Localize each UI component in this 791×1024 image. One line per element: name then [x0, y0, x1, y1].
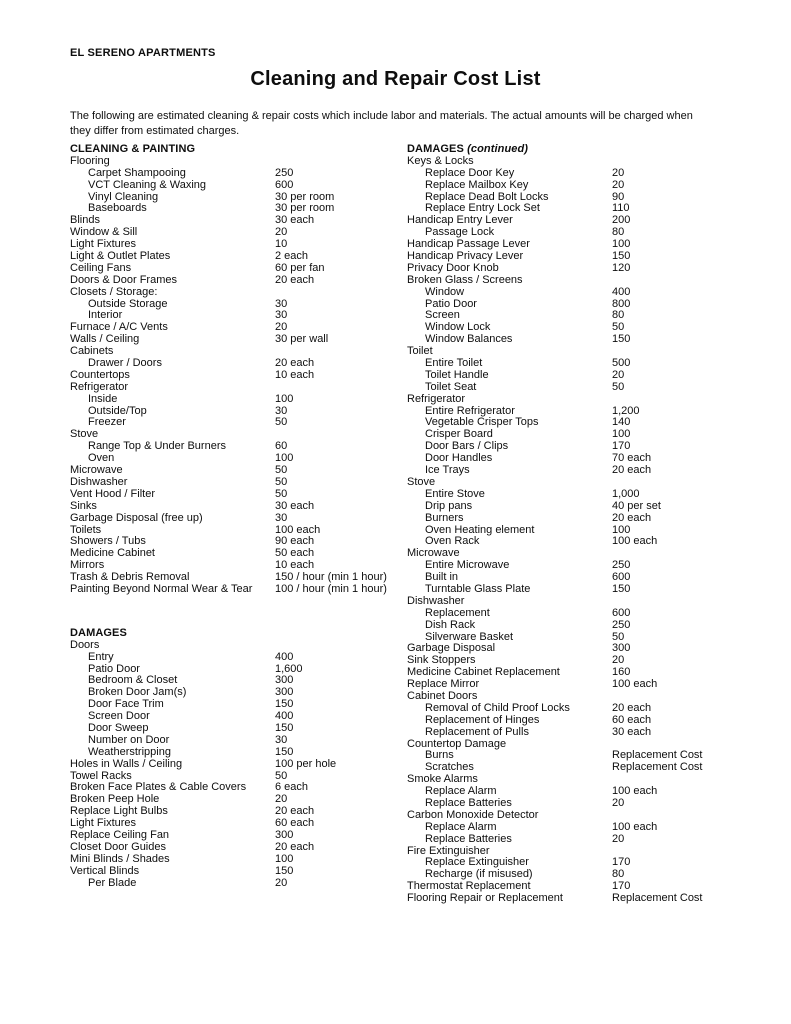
item-label: Flooring — [70, 154, 110, 167]
item-price: 100 / hour (min 1 hour) — [275, 582, 387, 595]
item-label: Outside Storage — [88, 297, 168, 310]
item-label: Toilet — [407, 345, 433, 358]
item-label: Toilets — [70, 523, 102, 536]
item-label: Entry — [88, 650, 114, 663]
cost-row — [407, 608, 741, 620]
cost-row — [70, 548, 401, 560]
cost-row — [70, 394, 401, 406]
cost-row — [70, 180, 401, 192]
item-label: Screen Door — [88, 710, 150, 723]
item-price: 60 each — [612, 713, 652, 726]
item-label: Entire Microwave — [425, 559, 510, 572]
item-label: Replace Batteries — [425, 796, 512, 809]
cost-row — [407, 822, 741, 834]
cost-row — [70, 878, 401, 890]
item-label: Medicine Cabinet Replacement — [407, 666, 560, 679]
cost-row — [70, 263, 401, 275]
item-price: 300 — [275, 674, 294, 687]
section-title-text: DAMAGES — [70, 626, 127, 639]
item-label: Window & Sill — [70, 226, 138, 239]
item-label: Countertops — [70, 368, 130, 381]
item-label: Furnace / A/C Vents — [70, 321, 168, 334]
item-label: Replace Light Bulbs — [70, 805, 168, 818]
cost-row — [70, 501, 401, 513]
item-price: 100 — [275, 852, 294, 865]
item-label: Window — [425, 285, 465, 298]
cost-row — [70, 842, 401, 854]
right-column — [407, 144, 741, 905]
section-title-suffix: (continued) — [463, 143, 529, 155]
cost-row — [70, 513, 401, 525]
item-label: Cabinets — [70, 345, 114, 358]
item-label: Refrigerator — [407, 392, 466, 405]
cost-row — [70, 275, 401, 287]
cost-row — [407, 180, 741, 192]
item-price: 20 — [612, 368, 625, 381]
cost-row — [407, 810, 741, 822]
item-price: 250 — [612, 618, 631, 631]
cost-row — [70, 441, 401, 453]
item-label: Patio Door — [88, 662, 140, 675]
item-price: 50 — [275, 416, 288, 429]
item-price: 140 — [612, 416, 631, 429]
item-price: 400 — [612, 285, 631, 298]
section-cleaning-painting — [70, 144, 401, 596]
item-price: 50 — [275, 475, 288, 488]
item-label: Toilet Seat — [425, 380, 477, 393]
item-price: 20 — [275, 321, 288, 334]
item-price: 30 — [275, 309, 288, 322]
item-price: 150 — [612, 333, 631, 346]
item-price: 30 each — [275, 214, 315, 227]
cost-row — [70, 287, 401, 299]
item-label: Burns — [425, 749, 454, 762]
item-label: Door Face Trim — [88, 698, 164, 711]
item-price: Replacement Cost — [612, 892, 703, 905]
item-label: Doors & Door Frames — [70, 273, 177, 286]
item-label: Handicap Entry Lever — [407, 214, 513, 227]
item-label: Built in — [425, 571, 459, 584]
item-price: 20 — [612, 654, 625, 667]
item-label: Replace Entry Lock Set — [425, 202, 540, 215]
item-price: 1,600 — [275, 662, 303, 675]
item-price: 170 — [612, 440, 631, 453]
intro-line: they differ from estimated charges. — [70, 124, 240, 137]
cost-row — [407, 382, 741, 394]
item-label: Medicine Cabinet — [70, 547, 155, 560]
cost-row — [70, 382, 401, 394]
item-label: Replace Ceiling Fan — [70, 828, 170, 841]
item-price: 70 each — [612, 452, 652, 465]
cost-row — [70, 203, 401, 215]
item-price: 30 — [275, 404, 288, 417]
item-price: 20 — [275, 226, 288, 239]
item-label: Mirrors — [70, 559, 105, 572]
item-price: 60 — [275, 440, 288, 453]
section-damages — [70, 628, 401, 890]
item-label: Fire Extinguisher — [407, 844, 490, 857]
item-price: 20 — [612, 796, 625, 809]
item-label: Replace Mirror — [407, 678, 480, 691]
item-label: Oven — [88, 452, 115, 465]
item-price: 30 per room — [275, 190, 335, 203]
item-price: 300 — [275, 686, 294, 699]
cost-row — [407, 596, 741, 608]
item-label: Interior — [88, 309, 123, 322]
item-price: 100 each — [612, 820, 658, 833]
item-label: Privacy Door Knob — [407, 261, 499, 274]
item-label: Dishwasher — [70, 475, 128, 488]
item-label: Flooring Repair or Replacement — [407, 892, 563, 905]
item-label: Sink Stoppers — [407, 654, 476, 667]
item-price: 600 — [612, 606, 631, 619]
item-label: Replace Dead Bolt Locks — [425, 190, 549, 203]
item-price: 250 — [275, 166, 294, 179]
item-price: 300 — [612, 642, 631, 655]
item-price: 100 each — [275, 523, 321, 536]
cost-row — [70, 652, 401, 664]
item-label: Broken Peep Hole — [70, 793, 160, 806]
item-price: 20 each — [612, 464, 652, 477]
item-label: Door Handles — [425, 452, 493, 465]
item-price: 80 — [612, 309, 625, 322]
cost-row — [407, 513, 741, 525]
cost-row — [70, 866, 401, 878]
item-label: Entire Stove — [425, 487, 485, 500]
item-price: 60 per fan — [275, 261, 325, 274]
item-label: Replacement — [425, 606, 490, 619]
page-title: Cleaning and Repair Cost List — [250, 68, 541, 90]
item-label: Number on Door — [88, 733, 170, 746]
item-price: 600 — [275, 178, 294, 191]
section-title-text: DAMAGES — [407, 143, 464, 155]
item-label: Garbage Disposal (free up) — [70, 511, 203, 524]
item-price: 20 each — [275, 357, 315, 370]
item-price: 150 — [612, 250, 631, 263]
section-header-damages — [70, 628, 401, 640]
item-label: Refrigerator — [70, 380, 129, 393]
cost-row — [407, 620, 741, 632]
cost-row — [407, 703, 741, 715]
item-label: Walls / Ceiling — [70, 333, 140, 346]
item-price: 1,000 — [612, 487, 640, 500]
cost-row — [70, 334, 401, 346]
item-label: Broken Door Jam(s) — [88, 686, 187, 699]
item-label: Closets / Storage: — [70, 285, 158, 298]
item-price: 400 — [275, 650, 294, 663]
item-price: 600 — [612, 571, 631, 584]
item-label: Replace Door Key — [425, 166, 515, 179]
item-price: 100 — [612, 523, 631, 536]
cost-row — [407, 168, 741, 180]
cost-row — [407, 715, 741, 727]
item-label: Entire Toilet — [425, 357, 483, 370]
item-label: Countertop Damage — [407, 737, 507, 750]
item-price: 1,200 — [612, 404, 640, 417]
item-label: Oven Heating element — [425, 523, 535, 536]
item-price: 150 — [275, 698, 294, 711]
item-label: Light & Outlet Plates — [70, 250, 171, 263]
item-label: Recharge (if misused) — [425, 868, 533, 881]
item-label: Oven Rack — [425, 535, 480, 548]
item-label: Vinyl Cleaning — [88, 190, 159, 203]
item-label: Replace Alarm — [425, 785, 497, 798]
section-damages-continued — [407, 144, 741, 905]
item-label: Painting Beyond Normal Wear & Tear — [70, 582, 253, 595]
item-price: 110 — [612, 202, 630, 215]
item-price: 30 — [275, 733, 288, 746]
item-label: Sinks — [70, 499, 97, 512]
item-price: 20 each — [275, 840, 315, 853]
item-price: 90 each — [275, 535, 315, 548]
item-label: Vegetable Crisper Tops — [425, 416, 539, 429]
cost-row — [407, 834, 741, 846]
item-label: Drawer / Doors — [88, 357, 162, 370]
item-price: 20 each — [612, 511, 652, 524]
item-label: Door Sweep — [88, 721, 149, 734]
item-label: Replacement of Hinges — [425, 713, 540, 726]
item-price: 50 — [275, 464, 288, 477]
item-price: 150 / hour (min 1 hour) — [275, 571, 387, 584]
item-price: 10 — [275, 238, 288, 251]
item-price: 20 each — [275, 805, 315, 818]
item-label: Holes in Walls / Ceiling — [70, 757, 183, 770]
item-label: Showers / Tubs — [70, 535, 146, 548]
item-price: 30 per wall — [275, 333, 329, 346]
item-label: Towel Racks — [70, 769, 132, 782]
item-price: 20 — [275, 793, 288, 806]
item-price: 150 — [275, 721, 294, 734]
item-label: Light Fixtures — [70, 238, 137, 251]
item-label: Crisper Board — [425, 428, 493, 441]
item-price: 100 — [612, 238, 631, 251]
cost-row — [70, 759, 401, 771]
item-label: Outside/Top — [88, 404, 147, 417]
item-label: Replace Mailbox Key — [425, 178, 529, 191]
section-header-cleaning-painting — [70, 144, 401, 156]
left-column — [70, 144, 401, 889]
item-price: 30 — [275, 297, 288, 310]
item-label: Window Lock — [425, 321, 491, 334]
cost-row — [70, 640, 401, 652]
item-label: Carbon Monoxide Detector — [407, 808, 539, 821]
item-price: 90 — [612, 190, 625, 203]
company-name: EL SERENO APARTMENTS — [70, 47, 216, 59]
item-label: Turntable Glass Plate — [425, 582, 531, 595]
item-label: Closet Door Guides — [70, 840, 166, 853]
item-price: 100 — [275, 452, 294, 465]
cost-row — [407, 156, 741, 168]
item-label: Light Fixtures — [70, 817, 137, 830]
cost-row — [70, 156, 401, 168]
item-price: 250 — [612, 559, 631, 572]
item-price: 800 — [612, 297, 631, 310]
item-label: Keys & Locks — [407, 154, 474, 167]
item-label: Toilet Handle — [425, 368, 489, 381]
item-label: Drip pans — [425, 499, 473, 512]
item-label: Window Balances — [425, 333, 513, 346]
item-price: 170 — [612, 880, 631, 893]
item-price: 20 each — [612, 701, 652, 714]
cost-row — [407, 489, 741, 501]
intro-paragraph — [70, 109, 730, 138]
section-title-text: CLEANING & PAINTING — [70, 143, 196, 155]
cost-row — [70, 489, 401, 501]
item-label: Ice Trays — [425, 464, 470, 477]
item-price: 10 each — [275, 559, 315, 572]
item-price: 20 — [275, 876, 288, 889]
item-price: 100 — [275, 392, 294, 405]
item-price: 30 each — [275, 499, 315, 512]
item-label: Handicap Privacy Lever — [407, 250, 524, 263]
item-price: 20 — [612, 178, 625, 191]
item-price: 30 per room — [275, 202, 335, 215]
item-label: Silverware Basket — [425, 630, 514, 643]
item-price: 20 — [612, 832, 625, 845]
item-price: 100 each — [612, 678, 658, 691]
item-price: 400 — [275, 710, 294, 723]
item-label: Microwave — [407, 547, 460, 560]
cost-row — [407, 263, 741, 275]
item-price: 100 — [612, 428, 631, 441]
item-label: Door Bars / Clips — [425, 440, 509, 453]
item-label: Garbage Disposal — [407, 642, 496, 655]
item-label: Replace Extinguisher — [425, 856, 529, 869]
item-price: Replacement Cost — [612, 749, 703, 762]
cost-row — [70, 417, 401, 429]
item-price: 150 — [275, 745, 294, 758]
item-label: Stove — [70, 428, 99, 441]
cost-row — [407, 501, 741, 513]
item-price: 100 per hole — [275, 757, 337, 770]
item-label: Dish Rack — [425, 618, 476, 631]
item-price: 40 per set — [612, 499, 661, 512]
cost-row — [407, 287, 741, 299]
item-label: Replace Alarm — [425, 820, 497, 833]
item-price: 50 — [275, 487, 288, 500]
item-label: Doors — [70, 638, 100, 651]
item-label: Range Top & Under Burners — [88, 440, 226, 453]
item-label: Vent Hood / Filter — [70, 487, 155, 500]
item-price: 100 each — [612, 535, 658, 548]
item-price: 30 each — [612, 725, 652, 738]
item-label: Burners — [425, 511, 464, 524]
item-price: 150 — [612, 582, 631, 595]
item-label: Mini Blinds / Shades — [70, 852, 170, 865]
item-label: Freezer — [88, 416, 126, 429]
item-price: 200 — [612, 214, 631, 227]
item-price: 50 each — [275, 547, 315, 560]
item-label: Weatherstripping — [88, 745, 171, 758]
item-label: Removal of Child Proof Locks — [425, 701, 570, 714]
item-label: Dishwasher — [407, 594, 465, 607]
item-price: 50 — [275, 769, 288, 782]
item-label: Trash & Debris Removal — [70, 571, 190, 584]
cost-row — [70, 168, 401, 180]
item-label: Microwave — [70, 464, 123, 477]
item-label: Handicap Passage Lever — [407, 238, 530, 251]
item-price: 20 — [612, 166, 625, 179]
item-label: Inside — [88, 392, 118, 405]
item-label: Replace Batteries — [425, 832, 512, 845]
item-label: Cabinet Doors — [407, 689, 478, 702]
item-price: 80 — [612, 868, 625, 881]
item-price: 160 — [612, 666, 631, 679]
item-label: VCT Cleaning & Waxing — [88, 178, 206, 191]
intro-line: The following are estimated cleaning & repair costs which include labor and materials. The actual amounts will be charged when — [70, 110, 693, 122]
item-price: 170 — [612, 856, 631, 869]
item-label: Smoke Alarms — [407, 773, 478, 786]
item-label: Broken Glass / Screens — [407, 273, 523, 286]
item-label: Entire Refrigerator — [425, 404, 515, 417]
item-price: 30 — [275, 511, 288, 524]
cost-row — [70, 854, 401, 866]
item-price: 20 each — [275, 273, 315, 286]
item-price: 100 each — [612, 785, 658, 798]
item-price: 80 — [612, 226, 625, 239]
item-label: Broken Face Plates & Cable Covers — [70, 781, 247, 794]
item-label: Thermostat Replacement — [407, 880, 531, 893]
cost-row — [407, 727, 741, 739]
item-price: 120 — [612, 261, 631, 274]
cost-row — [407, 394, 741, 406]
item-price: 50 — [612, 380, 625, 393]
cost-row — [407, 893, 741, 905]
item-price: 2 each — [275, 250, 309, 263]
item-label: Vertical Blinds — [70, 864, 140, 877]
cost-row — [407, 334, 741, 346]
item-price: 6 each — [275, 781, 309, 794]
item-price: 500 — [612, 357, 631, 370]
item-label: Bedroom & Closet — [88, 674, 178, 687]
cost-row — [70, 735, 401, 747]
cost-row — [407, 465, 741, 477]
item-label: Per Blade — [88, 876, 137, 889]
item-label: Stove — [407, 475, 436, 488]
cost-row — [70, 747, 401, 759]
cost-row — [407, 275, 741, 287]
item-price: 50 — [612, 321, 625, 334]
item-price: Replacement Cost — [612, 761, 703, 774]
item-label: Passage Lock — [425, 226, 495, 239]
item-label: Patio Door — [425, 297, 477, 310]
item-label: Replacement of Pulls — [425, 725, 529, 738]
item-price: 50 — [612, 630, 625, 643]
item-label: Ceiling Fans — [70, 261, 132, 274]
item-price: 60 each — [275, 817, 315, 830]
item-label: Blinds — [70, 214, 100, 227]
cost-row — [70, 584, 401, 596]
item-label: Screen — [425, 309, 460, 322]
item-label: Scratches — [425, 761, 474, 774]
item-price: 300 — [275, 828, 294, 841]
item-price: 150 — [275, 864, 294, 877]
item-label: Baseboards — [88, 202, 147, 215]
item-price: 10 each — [275, 368, 315, 381]
item-label: Carpet Shampooing — [88, 166, 186, 179]
